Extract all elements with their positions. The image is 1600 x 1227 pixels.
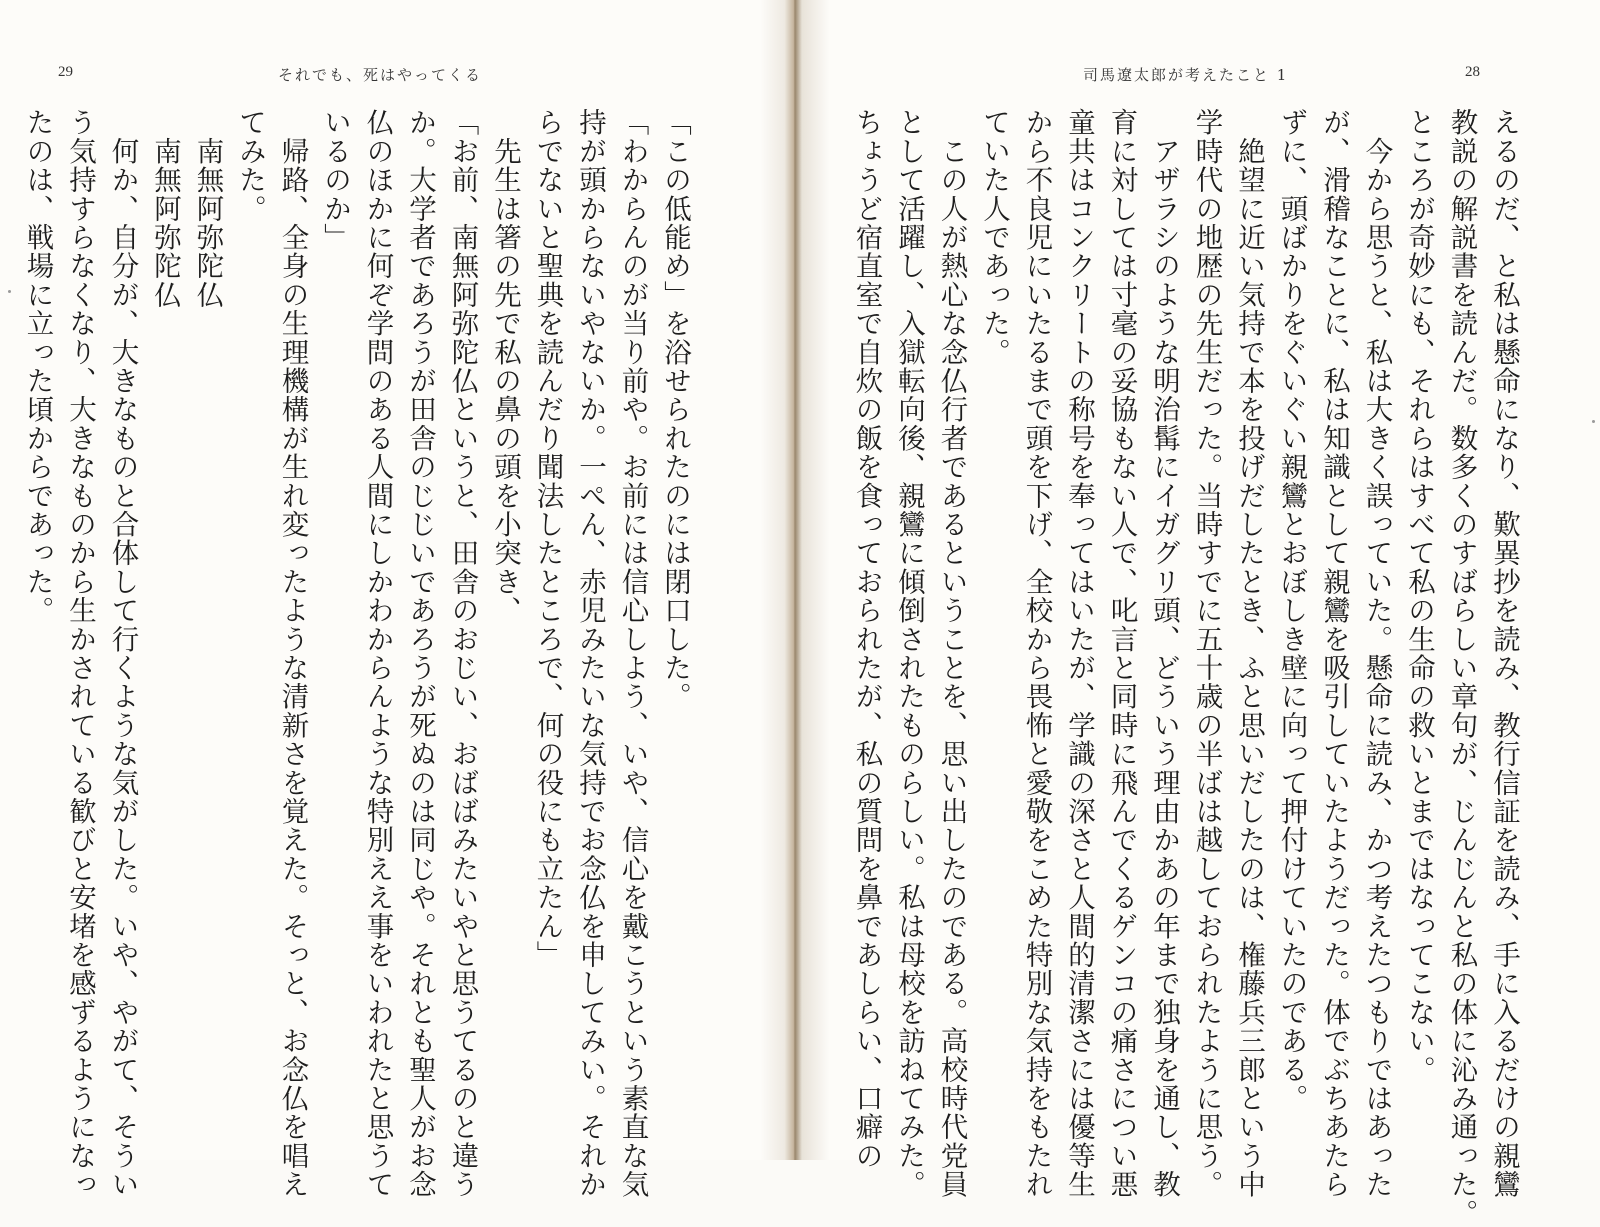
text-line: ずに、頭ばかりをぐいぐい親鸞とおぼしき壁に向って押付けていたのである。 xyxy=(1275,108,1308,1113)
scan-speck xyxy=(1592,420,1595,423)
right-page-number: 28 xyxy=(1465,64,1480,80)
text-line: 先生は箸の先で私の鼻の頭を小突き、 xyxy=(489,108,521,625)
right-running-head: 司馬遼太郎が考えたこと 1 xyxy=(1083,66,1289,84)
text-line: ところが奇妙にも、それらはすべて私の生命の救いとまではなってこない。 xyxy=(1403,108,1435,1084)
left-body-text xyxy=(21,108,696,1199)
text-line: ちょうど宿直室で自炊の飯を食っておられたが、私の質問を鼻であしらい、口癖の xyxy=(850,108,883,1170)
right-page xyxy=(785,0,1600,1227)
left-page-number: 29 xyxy=(58,64,73,80)
text-line: ていた人であった。 xyxy=(978,108,1010,367)
text-line: えるのだ、と私は懸命になり、歎異抄を読み、教行信証を読み、手に入るだけの親鸞 xyxy=(1488,108,1520,1199)
text-line: 学時代の地歴の先生だった。当時すでに五十歳の半ばは越しておられたように思う。 xyxy=(1190,108,1223,1199)
text-line: 南無阿弥陀仏 xyxy=(149,108,181,309)
text-line: 教説の解説書を読んだ。数多くのすばらしい章句が、じんじんと私の体に沁み通った。 xyxy=(1445,108,1478,1227)
left-page xyxy=(0,0,785,1199)
text-line: が、滑稽なことに、私は知識として親鸞を吸引していたようだった。体でぶちあたら xyxy=(1318,108,1350,1199)
left-running-head: それでも、死はやってくる xyxy=(278,66,483,84)
text-line: 帰路、全身の生理機構が生れ変ったような清新さを覚えた。そっと、お念仏を唱え xyxy=(276,108,309,1199)
text-line: か。大学者であろうが田舎のじじいであろうが死ぬのは同じや。それとも聖人がお念 xyxy=(404,108,436,1199)
scan-speck xyxy=(8,290,11,293)
text-line: アザラシのような明治髯にイガグリ頭、どういう理由かあの年まで独身を通し、教 xyxy=(1148,108,1180,1199)
text-line: う気持すらなくなり、大きなものから生かされている歓びと安堵を感ずるようになっ xyxy=(64,108,96,1199)
text-line: この人が熱心な念仏行者であるということを、思い出したのである。高校時代党員 xyxy=(935,108,968,1199)
text-line: 絶望に近い気持で本を投げだしたとき、ふと思いだしたのは、権藤兵三郎という中 xyxy=(1233,108,1265,1199)
text-line: 育に対しては寸毫の妥協もない人で、叱言と同時に飛んでくるゲンコの痛さについ悪 xyxy=(1105,108,1138,1199)
text-line: てみた。 xyxy=(234,108,266,223)
text-line: いるのか」 xyxy=(319,108,351,252)
text-line: から不良児にいたるまで頭を下げ、全校から畏怖と愛敬をこめた特別な気持をもたれ xyxy=(1020,108,1053,1199)
text-line: 南無阿弥陀仏 xyxy=(191,108,224,309)
text-line: らでないと聖典を読んだり聞法したところで、何の役にも立たん」 xyxy=(531,108,564,969)
text-line: 「わからんのが当り前や。お前には信心しよう、いや、信心を戴こうという素直な気 xyxy=(616,108,649,1199)
text-line: 童共はコンクリートの称号を奉ってはいたが、学識の深さと人間的清潔さには優等生 xyxy=(1063,108,1095,1199)
text-line: として活躍し、入獄転向後、親鸞に傾倒されたものらしい。私は母校を訪ねてみた。 xyxy=(893,108,925,1199)
text-line: 何か、自分が、大きなものと合体して行くような気がした。いや、やがて、そうい xyxy=(106,108,139,1199)
text-line: 今から思うと、私は大きく誤っていた。懸命に読み、かつ考えたつもりではあった xyxy=(1360,108,1393,1199)
right-body-text xyxy=(845,108,1525,1227)
text-line: 「この低能め」を浴せられたのには閉口した。 xyxy=(659,108,691,711)
text-line: たのは、戦場に立った頃からであった。 xyxy=(21,108,54,625)
text-line: 仏のほかに何ぞ学問のある人間にしかわからんような特別ええ事をいわれたと思うて xyxy=(361,108,394,1199)
text-line: 持が頭からないやないか。一ぺん、赤児みたいな気持でお念仏を申してみい。それか xyxy=(574,108,606,1199)
text-line: 「お前、南無阿弥陀仏というと、田舎のおじい、おばばみたいやと思うてるのと違う xyxy=(446,108,479,1199)
